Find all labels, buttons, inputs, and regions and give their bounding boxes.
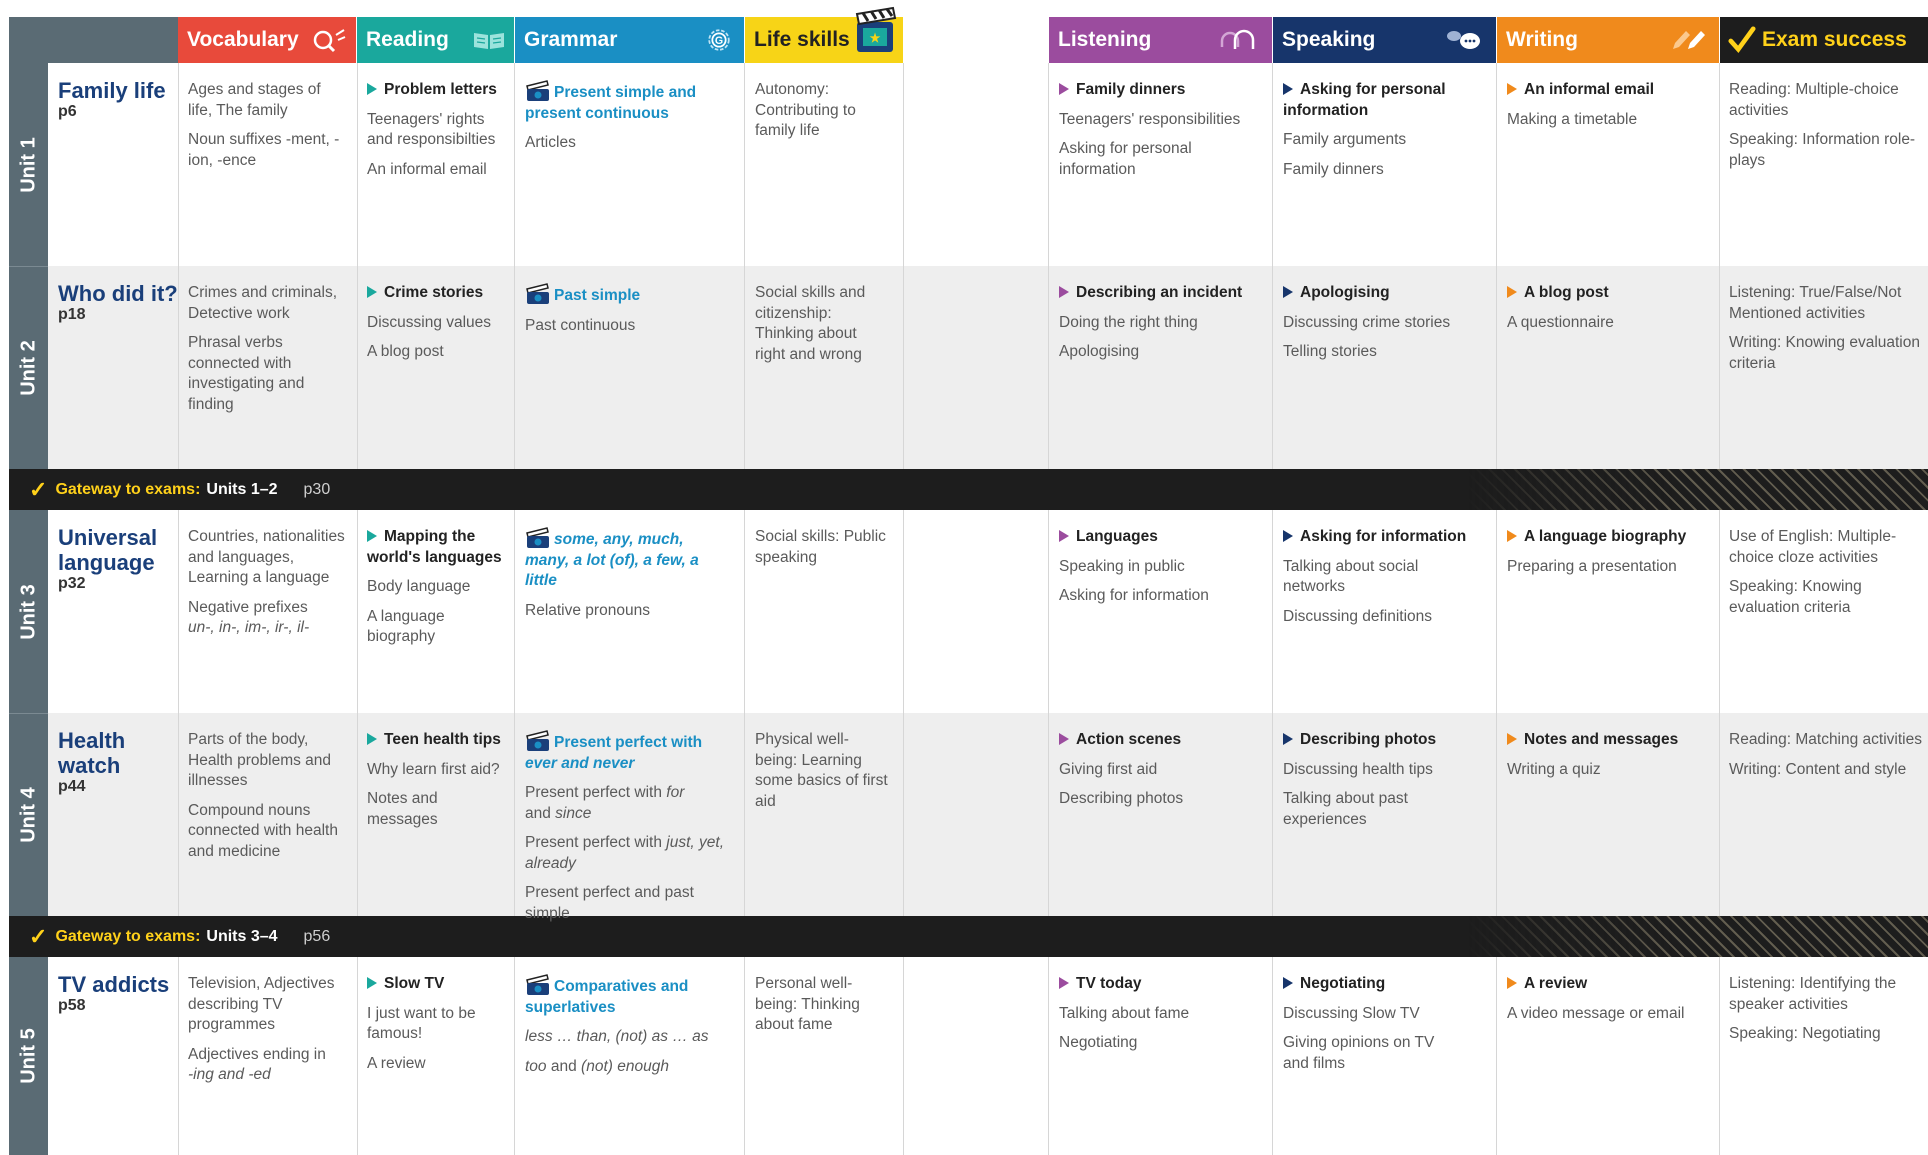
header-vocabulary-label: Vocabulary	[187, 28, 299, 51]
unit-side-label	[9, 713, 48, 916]
triangle-icon	[367, 530, 377, 542]
unit-title-block	[58, 728, 178, 796]
listening-item: Describing photos	[1059, 790, 1184, 807]
checkmark-icon	[1728, 25, 1756, 55]
grammar-item: Present perfect and past simple	[525, 884, 694, 922]
reading-main: Slow TV	[367, 974, 512, 995]
writing-main: Notes and messages	[1507, 730, 1712, 751]
camera-icon	[525, 730, 551, 752]
exam-item: Speaking: Information role-plays	[1729, 131, 1916, 169]
unit-title-block	[58, 525, 178, 593]
camera-icon	[525, 80, 551, 102]
headphones-icon	[1206, 27, 1266, 53]
speaking-item: Family arguments	[1283, 131, 1407, 148]
unit-number: Unit 1	[17, 136, 39, 193]
unit-title-block	[58, 281, 178, 324]
header-writing	[1497, 17, 1719, 63]
writing-cell	[1507, 527, 1712, 586]
unit-title-block	[58, 78, 178, 121]
reading-item: A language biography	[367, 607, 445, 645]
g-gear-icon	[703, 27, 735, 53]
exam-cell	[1729, 730, 1925, 789]
speaking-main: Describing photos	[1283, 730, 1488, 751]
speaking-item: Discussing crime stories	[1283, 313, 1451, 331]
reading-cell	[367, 974, 512, 1083]
unit-title: Universal language	[58, 525, 158, 575]
speaking-main: Apologising	[1283, 283, 1488, 304]
header-exam-success	[1720, 17, 1928, 63]
listening-main: Action scenes	[1059, 730, 1264, 751]
header-exam-success-label: Exam success	[1762, 28, 1907, 51]
vocabulary-cell	[188, 974, 351, 1095]
header-reading	[357, 17, 514, 63]
exam-item: Writing: Knowing evaluation criteria	[1729, 334, 1920, 372]
camera-icon	[525, 283, 551, 305]
gateway-page: p30	[303, 480, 331, 498]
gateway-label: Gateway to exams:	[55, 927, 201, 945]
speaking-item: Discussing Slow TV	[1283, 1004, 1420, 1022]
triangle-icon	[1283, 733, 1293, 745]
speaking-cell	[1283, 730, 1488, 839]
grammar-main: Present simple and present continuous	[525, 80, 740, 124]
listening-item: Asking for personal information	[1059, 140, 1192, 178]
life-skills-text: Autonomy: Contributing to family life	[755, 81, 856, 139]
exam-item: Reading: Multiple-choice activities	[1729, 81, 1899, 119]
speaking-item: Giving opinions on TV and films	[1283, 1034, 1435, 1072]
triangle-icon	[1507, 733, 1517, 745]
writing-item: Preparing a presentation	[1507, 557, 1677, 575]
life-skills-text: Social skills: Public speaking	[755, 528, 886, 566]
writing-cell	[1507, 283, 1712, 342]
life-skills-cell	[755, 974, 890, 1045]
listening-cell	[1059, 527, 1264, 616]
listening-cell	[1059, 730, 1264, 819]
exam-item: Listening: Identifying the speaker activities	[1729, 975, 1897, 1013]
exam-cell	[1729, 283, 1925, 383]
vocab-item: Crimes and criminals, Detective work	[188, 284, 338, 322]
grammar-item: too and (not) enough	[525, 1057, 669, 1075]
triangle-icon	[1059, 83, 1069, 95]
triangle-icon	[1059, 530, 1069, 542]
speaking-main: Negotiating	[1283, 974, 1488, 995]
header-life-skills-label: Life skills	[754, 28, 850, 51]
exam-item: Speaking: Knowing evaluation criteria	[1729, 578, 1862, 616]
gateway-page: p56	[303, 927, 331, 945]
checkmark-icon: ✓	[29, 476, 48, 502]
pencil-icon	[1661, 27, 1715, 53]
col-divider	[514, 63, 515, 1155]
life-skills-text: Social skills and citizenship: Thinking about right and wrong	[755, 284, 866, 363]
gateway-bar	[9, 469, 1928, 510]
hazard-stripes	[1468, 916, 1928, 957]
reading-item: Teenagers' rights and responsibilties	[367, 110, 496, 148]
vocab-item: Phrasal verbs connected with investigating and finding	[188, 334, 305, 413]
triangle-icon	[367, 286, 377, 298]
speaking-item: Discussing definitions	[1283, 607, 1433, 625]
writing-cell	[1507, 730, 1712, 789]
listening-item: Giving first aid	[1059, 760, 1158, 778]
triangle-icon	[1059, 286, 1069, 298]
triangle-icon	[1283, 530, 1293, 542]
unit-title: Health watch	[58, 728, 126, 778]
grammar-item: Relative pronouns	[525, 601, 650, 619]
writing-main: A review	[1507, 974, 1712, 995]
col-divider	[1719, 63, 1720, 1155]
header-grammar-label: Grammar	[524, 28, 618, 51]
life-skills-cell	[755, 80, 890, 151]
listening-item: Apologising	[1059, 343, 1140, 360]
grammar-main: some, any, much, many, a lot (of), a few, a little	[525, 527, 705, 592]
life-skills-text: Personal well-being: Thinking about fame	[755, 975, 860, 1033]
unit-page: p32	[58, 575, 86, 592]
reading-main: Mapping the world's languages	[367, 528, 502, 566]
vocab-item: Negative prefixes un-, in-, im-, ir-, il-	[188, 598, 310, 636]
unit-title: Family life	[58, 78, 166, 103]
triangle-icon	[1059, 977, 1069, 989]
listening-item: Talking about fame	[1059, 1004, 1190, 1022]
exam-item: Speaking: Negotiating	[1729, 1025, 1881, 1042]
vocabulary-cell	[188, 283, 348, 424]
speaking-cell	[1283, 527, 1488, 636]
listening-item: Negotiating	[1059, 1034, 1138, 1051]
unit-side-label	[9, 266, 48, 469]
header-writing-label: Writing	[1506, 28, 1578, 51]
vocabulary-cell	[188, 730, 351, 871]
speaking-cell	[1283, 974, 1488, 1083]
listening-cell	[1059, 283, 1264, 372]
unit-side-label	[9, 63, 48, 266]
triangle-icon	[1283, 286, 1293, 298]
triangle-icon	[1059, 733, 1069, 745]
unit-page: p44	[58, 778, 86, 795]
unit-title: TV addicts	[58, 972, 170, 997]
header-grammar	[515, 17, 744, 63]
reading-item: Discussing values	[367, 313, 492, 331]
listening-main: Family dinners	[1059, 80, 1264, 101]
reading-cell	[367, 80, 512, 189]
grammar-cell	[525, 527, 705, 630]
clapperboard-icon	[853, 6, 899, 56]
speaking-cell	[1283, 283, 1488, 372]
camera-icon	[525, 974, 551, 996]
speaking-item: Discussing health tips	[1283, 760, 1433, 778]
reading-item: An informal email	[367, 160, 487, 178]
col-divider	[744, 63, 745, 1155]
listening-item: Doing the right thing	[1059, 313, 1198, 331]
unit-page: p18	[58, 306, 86, 323]
listening-item: Asking for information	[1059, 587, 1209, 604]
header-listening-label: Listening	[1058, 28, 1152, 51]
unit-side-label	[9, 510, 48, 713]
triangle-icon	[367, 733, 377, 745]
listening-main: Describing an incident	[1059, 283, 1264, 304]
reading-item: Why learn first aid?	[367, 760, 500, 778]
exam-item: Reading: Matching activities	[1729, 731, 1922, 748]
grammar-cell	[525, 283, 740, 345]
unit-number: Unit 4	[17, 787, 39, 843]
vocab-item: Ages and stages of life, The family	[188, 81, 321, 119]
unit-number: Unit 2	[17, 340, 39, 396]
unit-title: Who did it?	[58, 281, 178, 306]
listening-item: Speaking in public	[1059, 557, 1185, 575]
grammar-item: Present perfect with just, yet, already	[525, 834, 725, 872]
unit-side-label	[9, 957, 48, 1155]
life-skills-cell	[755, 527, 890, 577]
reading-main: Crime stories	[367, 283, 512, 304]
reading-item: Body language	[367, 578, 471, 595]
grammar-item: Past continuous	[525, 316, 636, 334]
triangle-icon	[1507, 286, 1517, 298]
gateway-units: Units 3–4	[206, 927, 278, 945]
grammar-item: less … than, (not) as … as	[525, 1028, 709, 1045]
speaking-item: Family dinners	[1283, 160, 1384, 178]
reading-cell	[367, 283, 512, 372]
writing-cell	[1507, 974, 1712, 1033]
triangle-icon	[1283, 83, 1293, 95]
gateway-bar	[9, 916, 1928, 957]
writing-item: A questionnaire	[1507, 313, 1614, 331]
header-corner	[9, 17, 178, 63]
exam-item: Use of English: Multiple-choice cloze activities	[1729, 528, 1897, 566]
unit-title-block	[58, 972, 178, 1015]
exam-cell	[1729, 527, 1919, 627]
exam-cell	[1729, 80, 1925, 180]
writing-item: A video message or email	[1507, 1004, 1685, 1022]
reading-item: A blog post	[367, 343, 444, 360]
vocab-item: Noun suffixes -ment, -ion, -ence	[188, 131, 340, 169]
life-skills-cell	[755, 283, 890, 374]
grammar-item: Articles	[525, 134, 576, 151]
grammar-item: Present perfect with for and since	[525, 784, 685, 822]
grammar-cell	[525, 80, 740, 163]
life-skills-text: Physical well-being: Learning some basics of first aid	[755, 731, 888, 810]
speaking-main: Asking for information	[1283, 527, 1488, 548]
svg-text:★: ★	[869, 31, 881, 45]
magnifier-icon	[311, 27, 347, 53]
writing-main: A language biography	[1507, 527, 1712, 548]
header-speaking	[1273, 17, 1496, 63]
col-divider	[903, 63, 904, 1155]
listening-main: TV today	[1059, 974, 1264, 995]
vocab-item: Countries, nationalities and languages, Learning a language	[188, 528, 345, 586]
reading-cell	[367, 730, 515, 839]
svg-text:G: G	[714, 35, 724, 47]
col-divider	[1272, 63, 1273, 1155]
listening-cell	[1059, 80, 1264, 189]
speech-bubbles-icon	[1438, 27, 1490, 53]
reading-item: A review	[367, 1054, 426, 1072]
reading-item: Notes and messages	[367, 790, 438, 828]
header-reading-label: Reading	[366, 28, 449, 51]
col-divider	[178, 63, 179, 1155]
checkmark-icon: ✓	[29, 923, 48, 949]
gateway-label: Gateway to exams:	[55, 480, 201, 498]
unit-number: Unit 3	[17, 583, 39, 640]
col-divider	[1496, 63, 1497, 1155]
listening-item: Teenagers' responsibilities	[1059, 110, 1241, 128]
grammar-cell	[525, 974, 740, 1086]
grammar-main: Past simple	[525, 283, 740, 307]
unit-number: Unit 5	[17, 1028, 39, 1084]
life-skills-cell	[755, 730, 890, 821]
reading-cell	[367, 527, 512, 657]
hazard-stripes	[1468, 469, 1928, 510]
gateway-units: Units 1–2	[206, 480, 278, 498]
triangle-icon	[1507, 977, 1517, 989]
triangle-icon	[367, 977, 377, 989]
reading-item: I just want to be famous!	[367, 1004, 476, 1042]
vocab-item: Compound nouns connected with health and medicine	[188, 801, 338, 860]
open-book-icon	[468, 27, 510, 53]
listening-cell	[1059, 974, 1264, 1063]
reading-main: Problem letters	[367, 80, 512, 101]
speaking-main: Asking for personal information	[1283, 81, 1446, 119]
vocab-item: Television, Adjectives describing TV programmes	[188, 975, 335, 1033]
speaking-item: Talking about past experiences	[1283, 790, 1408, 828]
speaking-item: Telling stories	[1283, 343, 1377, 360]
header-vocabulary	[178, 17, 356, 63]
listening-main: Languages	[1059, 527, 1264, 548]
writing-item: Making a timetable	[1507, 110, 1638, 128]
camera-icon	[525, 527, 551, 549]
vocab-item: Parts of the body, Health problems and illnesses	[188, 731, 332, 789]
triangle-icon	[1507, 83, 1517, 95]
speaking-cell	[1283, 80, 1488, 189]
writing-main: An informal email	[1507, 80, 1712, 101]
exam-item: Writing: Content and style	[1729, 760, 1907, 778]
unit-page: p58	[58, 997, 86, 1014]
header-listening	[1049, 17, 1272, 63]
header-speaking-label: Speaking	[1282, 28, 1376, 51]
vocabulary-cell	[188, 80, 348, 180]
exam-cell	[1729, 974, 1919, 1054]
writing-item: Writing a quiz	[1507, 760, 1601, 778]
triangle-icon	[1507, 530, 1517, 542]
reading-main: Teen health tips	[367, 730, 515, 751]
grammar-main: Present perfect with ever and never	[525, 730, 740, 774]
triangle-icon	[367, 83, 377, 95]
grammar-cell	[525, 730, 740, 933]
writing-main: A blog post	[1507, 283, 1712, 304]
writing-cell	[1507, 80, 1712, 139]
exam-item: Listening: True/False/Not Mentioned activities	[1729, 284, 1902, 322]
grammar-main: Comparatives and superlatives	[525, 974, 715, 1018]
triangle-icon	[1283, 977, 1293, 989]
unit-page: p6	[58, 103, 77, 120]
col-divider	[357, 63, 358, 1155]
vocab-item: Adjectives ending in -ing and -ed	[188, 1045, 326, 1083]
vocabulary-cell	[188, 527, 351, 639]
col-divider	[1048, 63, 1049, 1155]
speaking-item: Talking about social networks	[1283, 557, 1419, 595]
